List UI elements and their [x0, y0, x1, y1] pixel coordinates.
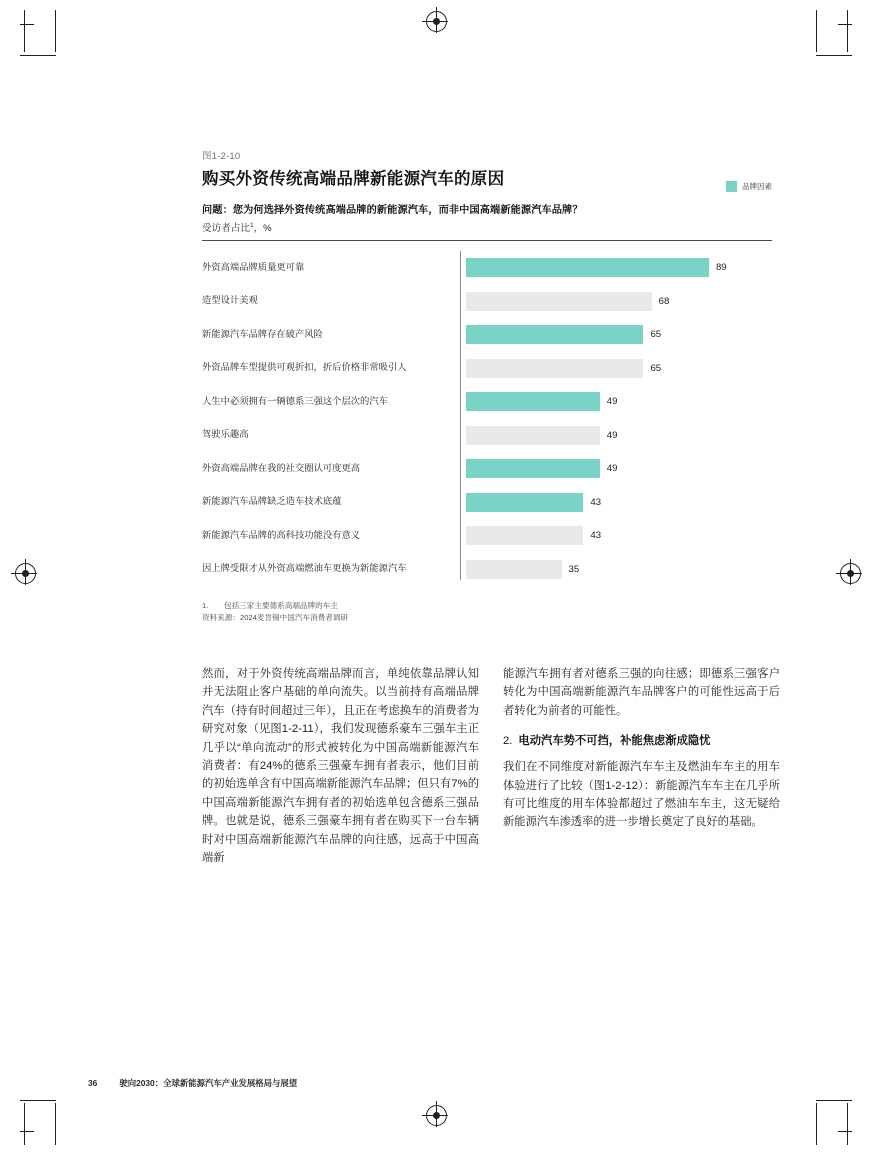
right-column [503, 665, 780, 867]
registration-mark-left [15, 563, 36, 584]
left-column [202, 665, 479, 867]
footer-book-title: 驶向2030：全球新能源汽车产业发展格局与展望 [119, 1078, 298, 1088]
bar-value-label: 65 [650, 362, 662, 374]
bar [466, 325, 643, 344]
bar [466, 560, 562, 579]
bar-value-label: 35 [568, 563, 580, 575]
bar-value-label: 43 [590, 496, 602, 508]
header-divider [202, 240, 772, 241]
body-columns [202, 665, 780, 867]
figure-title: 购买外资传统高端品牌新能源汽车的原因 [202, 170, 505, 188]
legend-swatch-brand-factor [726, 181, 737, 192]
exhibit [202, 148, 772, 624]
bar-value-label: 68 [658, 295, 670, 307]
bar-category-label: 人生中必须拥有一辆德系三强这个层次的汽车 [202, 395, 388, 406]
bar-chart-row [202, 519, 772, 553]
bar-track [460, 426, 772, 445]
bar-value-label: 49 [606, 429, 618, 441]
bar-chart-row [202, 553, 772, 587]
bar-category-label: 外资高端品牌质量更可靠 [202, 261, 305, 272]
bar-category-label: 新能源汽车品牌缺乏造车技术底蕴 [202, 496, 342, 507]
bar-track [460, 560, 772, 579]
bar-track [460, 325, 772, 344]
exhibit-footnotes [202, 600, 772, 624]
exhibit-source: 资料来源：2024麦肯锡中国汽车消费者调研 [202, 612, 348, 622]
bar-value-label: 43 [590, 530, 602, 542]
bar-track [460, 392, 772, 411]
right-column-paragraph-top: 能源汽车拥有者对德系三强的向往感；即德系三强客户转化为中国高端新能源汽车品牌客户的可能性远高于后者转化为前者的可能性。 [503, 668, 780, 717]
bar-track [460, 459, 772, 478]
section-subheading [503, 733, 780, 750]
subunit-text: 受访者占比 [202, 223, 250, 234]
bar-chart-row [202, 419, 772, 453]
bar-chart-row [202, 285, 772, 319]
chart-legend [726, 181, 772, 192]
bar-track [460, 493, 772, 512]
bar-chart-row [202, 385, 772, 419]
bar [466, 292, 652, 311]
exhibit-question: 问题：您为何选择外资传统高端品牌的新能源汽车，而非中国高端新能源汽车品牌？ [202, 205, 583, 216]
bar-chart-row [202, 452, 772, 486]
bar-category-label: 外资品牌车型提供可观折扣，折后价格非常吸引人 [202, 362, 407, 373]
exhibit-subunit [202, 220, 772, 234]
bar-chart-row [202, 486, 772, 520]
bar [466, 493, 583, 512]
bar-chart-row [202, 318, 772, 352]
bar [466, 392, 600, 411]
bar-track [460, 258, 772, 277]
bar-value-label: 49 [606, 463, 618, 475]
bar-category-label: 驾驶乐趣高 [202, 429, 249, 440]
bar [466, 526, 583, 545]
bar-chart-rows [202, 251, 772, 586]
bar-track [460, 359, 772, 378]
bar-category-label: 新能源汽车品牌存在破产风险 [202, 328, 323, 339]
footnote-row [202, 600, 772, 612]
subunit-footnote-marker: 1 [249, 221, 254, 229]
legend-label-brand-factor: 品牌因素 [742, 182, 772, 191]
bar-category-label: 新能源汽车品牌的高科技功能没有意义 [202, 529, 361, 540]
subheading-number: 2. [503, 735, 513, 748]
bar-chart-row [202, 352, 772, 386]
footnote-number: 1. [202, 601, 209, 610]
registration-mark-right [840, 563, 861, 584]
bar-track [460, 292, 772, 311]
bar-category-label: 外资高端品牌在我的社交圈认可度更高 [202, 462, 361, 473]
right-column-paragraph-bottom: 我们在不同维度对新能源汽车车主及燃油车车主的用车体验进行了比较（图1-2-12）：新能源汽车车主在几乎所有可比维度的用车体验都超过了燃油车车主，这无疑给新能源汽车渗透率的进一步增长奠定了良好的基础。 [503, 761, 780, 829]
registration-mark-bottom [426, 1105, 447, 1126]
bar-chart-row [202, 251, 772, 285]
page-number: 36 [88, 1078, 98, 1088]
bar [466, 459, 600, 478]
bar-value-label: 65 [650, 329, 662, 341]
bar [466, 258, 709, 277]
subheading-text: 电动汽车势不可挡，补能焦虑渐成隐忧 [518, 735, 711, 748]
bar-category-label: 因上牌受限才从外资高端燃油车更换为新能源汽车 [202, 563, 407, 574]
bar-category-label: 造型设计美观 [202, 295, 258, 306]
subunit-unit: ，% [253, 223, 272, 234]
bar [466, 359, 643, 378]
footnote-text: 包括三家主要德系高端品牌的车主 [224, 601, 338, 610]
figure-number: 图1-2-10 [202, 151, 241, 162]
left-column-paragraph: 然而，对于外资传统高端品牌而言，单纯依靠品牌认知并无法阻止客户基础的单向流失。以当前持有高端品牌汽车（持有时间超过三年），且正在考虑换车的消费者为研究对象（见图1-2-11），我们发现德系豪车三强车主正几乎以“单向流动”的形式被转化为中国高端新能源汽车消费者：有24%的德系三强豪车拥有者表示，他们目前的初始选单含有中国高端新能源汽车品牌；但只有7%的中国高端新能源汽车拥有者的初始选单包含德系三强品牌。也就是说，德系三强豪车拥有者在购买下一台车辆时对中国高端新能源汽车品牌的向往感，远高于中国高端新 [202, 668, 479, 865]
bar-track [460, 526, 772, 545]
bar-value-label: 49 [606, 396, 618, 408]
page-footer [88, 1077, 297, 1089]
bar [466, 426, 600, 445]
bar-value-label: 89 [715, 262, 727, 274]
registration-mark-top [426, 11, 447, 32]
bar-chart [202, 251, 772, 586]
